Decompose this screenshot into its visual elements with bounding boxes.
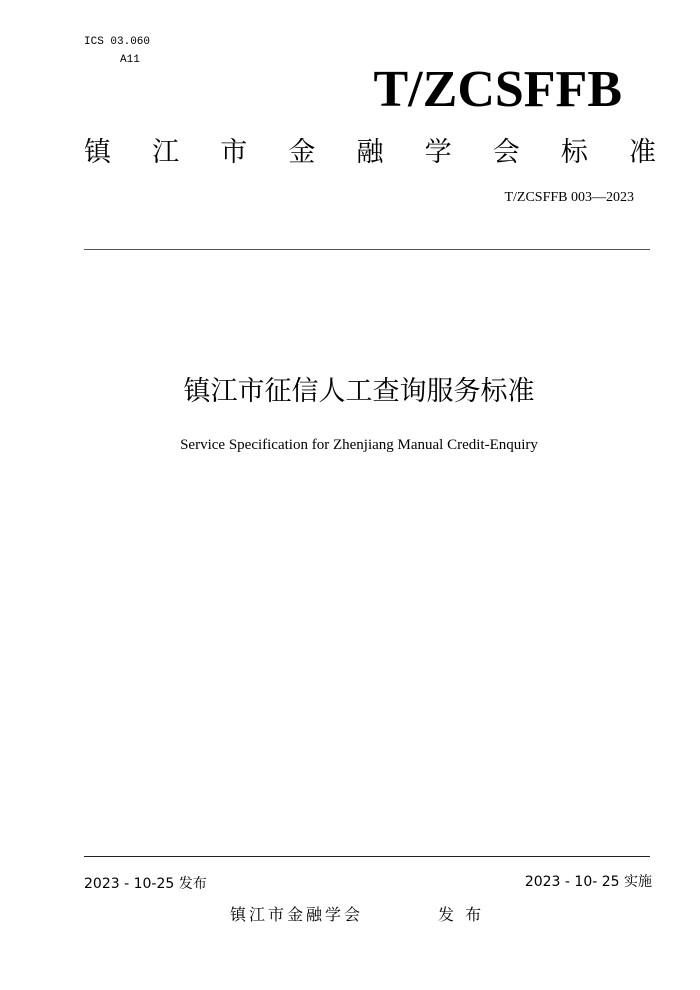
issuer-action: 发 布 [438, 905, 485, 924]
document-title-en: Service Specification for Zhenjiang Manual Credit-Enquiry [180, 437, 538, 453]
org-title-char: 标 [560, 137, 588, 168]
org-title-char: 融 [356, 137, 384, 168]
org-title-char: 镇 [84, 137, 111, 168]
document-title-cn: 镇江市征信人工查询服务标准 [183, 376, 535, 407]
classification-code: A11 [120, 54, 140, 66]
implementation-date: 2023 - 10- 25 实施 [524, 874, 652, 890]
issuer-name: 镇江市金融学会 [230, 905, 364, 924]
org-title-char: 金 [288, 137, 316, 168]
standard-code-logo: T/ZCSFFB [373, 61, 622, 118]
org-title-char: 市 [220, 137, 248, 168]
standard-number: T/ZCSFFB 003—2023 [504, 190, 634, 205]
org-title-char: 学 [424, 137, 452, 168]
org-title-char: 准 [629, 137, 656, 168]
ics-code: ICS 03.060 [84, 36, 151, 48]
top-divider [84, 249, 650, 250]
bottom-divider [84, 856, 650, 857]
issue-date: 2023 - 10-25 发布 [84, 876, 207, 892]
org-title-char: 江 [152, 137, 180, 168]
org-title-char: 会 [492, 137, 520, 168]
org-standard-title [84, 136, 656, 170]
